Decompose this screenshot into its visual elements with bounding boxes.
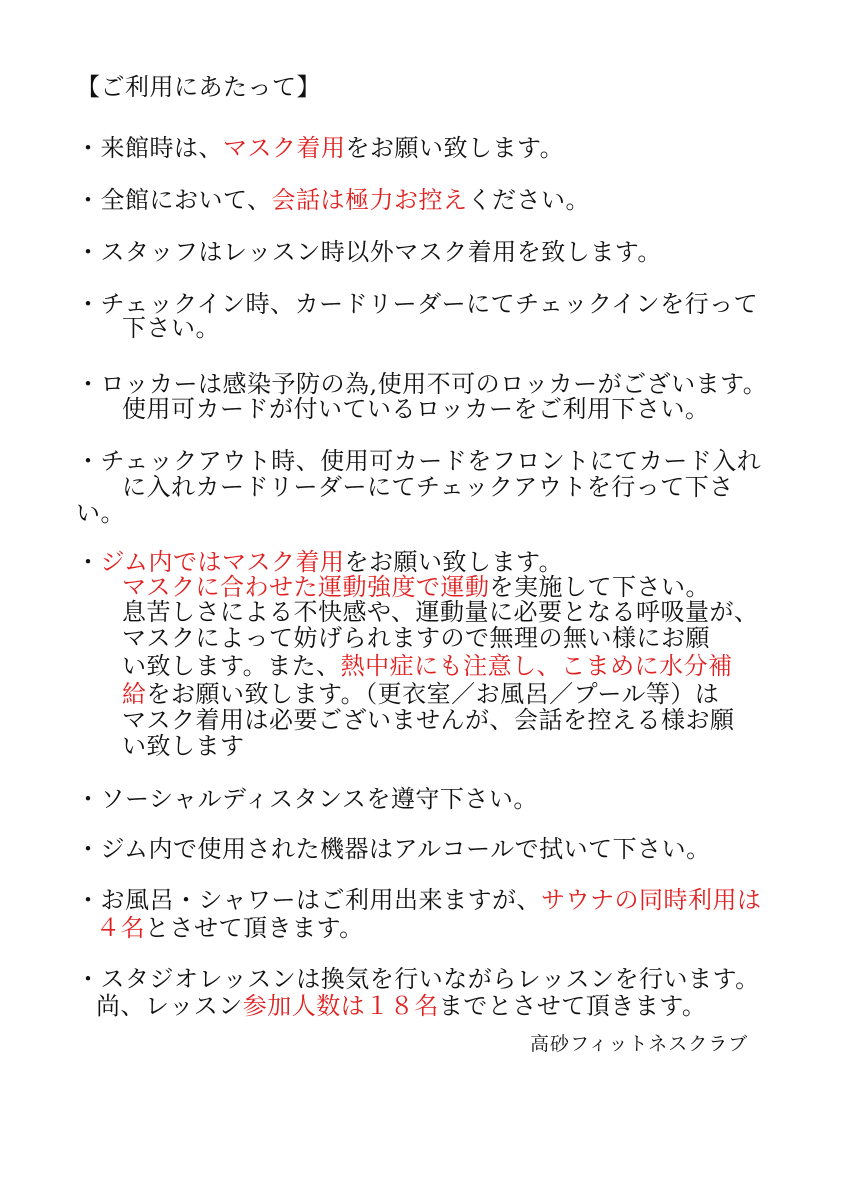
notice-item-gym-mask-line7: マスク着用は必要ございませんが、会話を控える様お願 xyxy=(122,706,735,734)
notice-item-studio-lesson-cont xyxy=(96,991,706,1021)
notice-item-checkin: ・チェックイン時、カードリーダーにてチェックインを行って xyxy=(76,290,759,318)
notice-item-locker: ・ロッカーは感染予防の為,使用不可のロッカーがございます。 xyxy=(76,370,768,398)
item-text: い致します。また、 xyxy=(122,652,341,680)
item-text: とさせて頂きます。 xyxy=(145,914,364,942)
item-text: ・来館時は、 xyxy=(76,134,223,162)
notice-item-staff-mask: ・スタッフはレッスン時以外マスク着用を致します。 xyxy=(76,238,662,266)
item-text: ください。 xyxy=(467,186,591,214)
notice-item-checkout-cont2: い。 xyxy=(76,499,125,527)
item-highlight: ジム内ではマスク着用 xyxy=(100,548,345,576)
item-text: 尚、レッスン xyxy=(96,992,243,1020)
item-text: をお願い致します。 xyxy=(344,548,564,576)
item-highlight: 熱中症にも注意し、こまめに水分補 xyxy=(340,652,733,680)
item-text: をお願い致します。（更衣室／お風呂／プール等）は xyxy=(146,680,720,708)
notice-item-checkout-cont: に入れカードリーダーにてチェックアウトを行って下さ xyxy=(122,473,734,501)
item-text: を実施して下さい。 xyxy=(489,573,710,601)
item-text: をお願い致します。 xyxy=(345,134,565,162)
notice-item-locker-cont: 使用可カードが付いているロッカーをご利用下さい。 xyxy=(122,395,710,423)
notice-item-bath-sauna xyxy=(76,885,762,915)
item-highlight: サウナの同時利用は xyxy=(541,886,762,914)
notice-item-gym-mask-line4: マスクによって妨げられますので無理の無い様にお願 xyxy=(122,624,710,652)
notice-item-gym-mask-line8: い致します xyxy=(122,732,245,760)
notice-item-wipe-equipment: ・ジム内で使用された機器はアルコールで拭いて下さい。 xyxy=(76,835,711,863)
item-highlight: 給 xyxy=(122,680,147,708)
club-signature: 高砂フィットネスクラブ xyxy=(530,1033,749,1055)
notice-item-distance: ・ソーシャルディスタンスを遵守下さい。 xyxy=(76,785,538,813)
item-highlight: 会話は極力お控え xyxy=(271,186,468,214)
item-highlight: マスクに合わせた運動強度で運動 xyxy=(122,573,490,601)
notice-item-checkin-cont: 下さい。 xyxy=(122,314,220,342)
item-text: までとさせて頂きます。 xyxy=(438,992,707,1020)
notice-item-bath-sauna-cont xyxy=(96,913,364,943)
notice-item-gym-mask-line5 xyxy=(122,651,733,681)
notice-item-conversation xyxy=(76,185,590,215)
item-text: ・全館において、 xyxy=(76,186,272,214)
notice-item-studio-lesson: ・スタジオレッスンは換気を行いながらレッスンを行います。 xyxy=(76,965,760,993)
notice-item-gym-mask-line3: 息苦しさによる不快感や、運動量に必要となる呼吸量が、 xyxy=(122,598,759,626)
item-highlight: 参加人数は１８名 xyxy=(242,992,439,1020)
item-text: ・お風呂・シャワーはご利用出来ますが、 xyxy=(76,886,542,914)
item-highlight: ４名 xyxy=(96,914,145,942)
item-highlight: マスク着用 xyxy=(223,134,346,162)
notice-item-checkout: ・チェックアウト時、使用可カードをフロントにてカード入れ xyxy=(76,447,762,475)
item-text: ・ xyxy=(76,548,101,576)
notice-item-mask-entry xyxy=(76,133,564,163)
page-title: 【ご利用にあたって】 xyxy=(76,73,321,101)
